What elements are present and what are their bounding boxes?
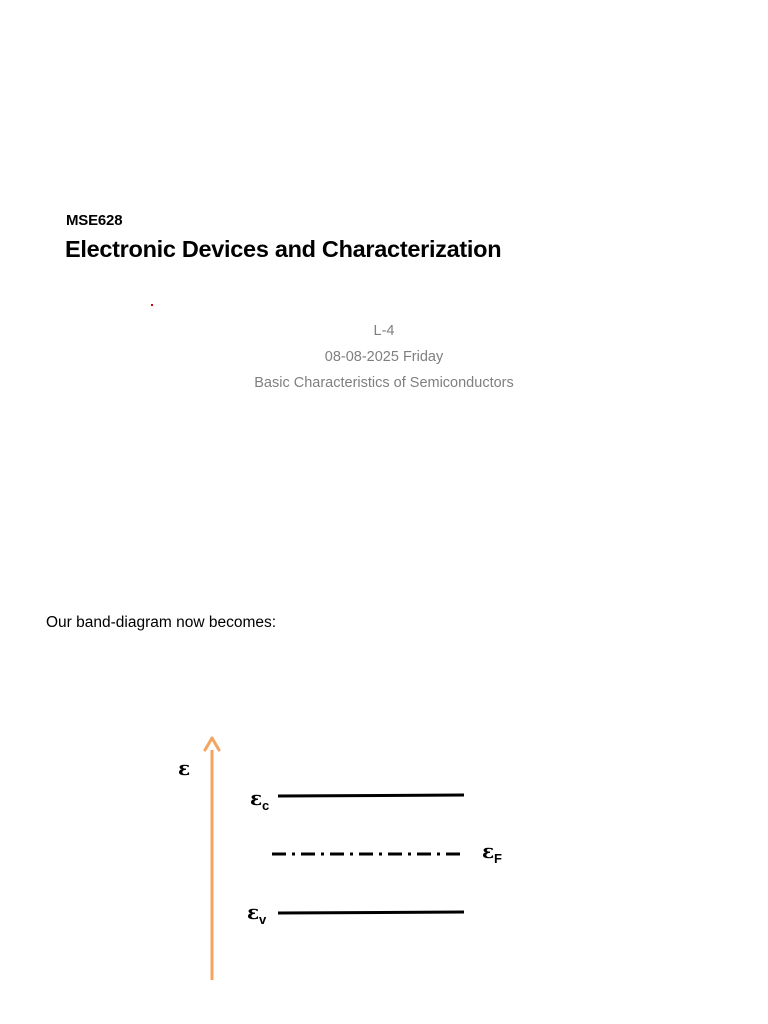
conduction-band-symbol: ε <box>250 786 263 810</box>
course-code: MSE628 <box>66 212 123 229</box>
fermi-level-symbol: ε <box>482 839 495 863</box>
energy-axis-arrow-head <box>205 738 219 750</box>
lecture-date: 08-08-2025 Friday <box>324 349 444 365</box>
valence-band-subscript: v <box>259 912 267 927</box>
lecture-topic: Basic Characteristics of Semiconductors <box>254 375 514 391</box>
lecture-number: L-4 <box>373 323 395 339</box>
conduction-band-line <box>278 795 464 796</box>
valence-band-symbol: ε <box>247 900 260 924</box>
fermi-level-subscript: F <box>494 851 502 866</box>
intro-text: Our band-diagram now becomes: <box>46 614 277 631</box>
course-title: Electronic Devices and Characterization <box>65 236 502 262</box>
conduction-band-subscript: c <box>262 798 270 813</box>
valence-band-line <box>278 912 464 913</box>
energy-axis-label: ε <box>178 756 191 780</box>
